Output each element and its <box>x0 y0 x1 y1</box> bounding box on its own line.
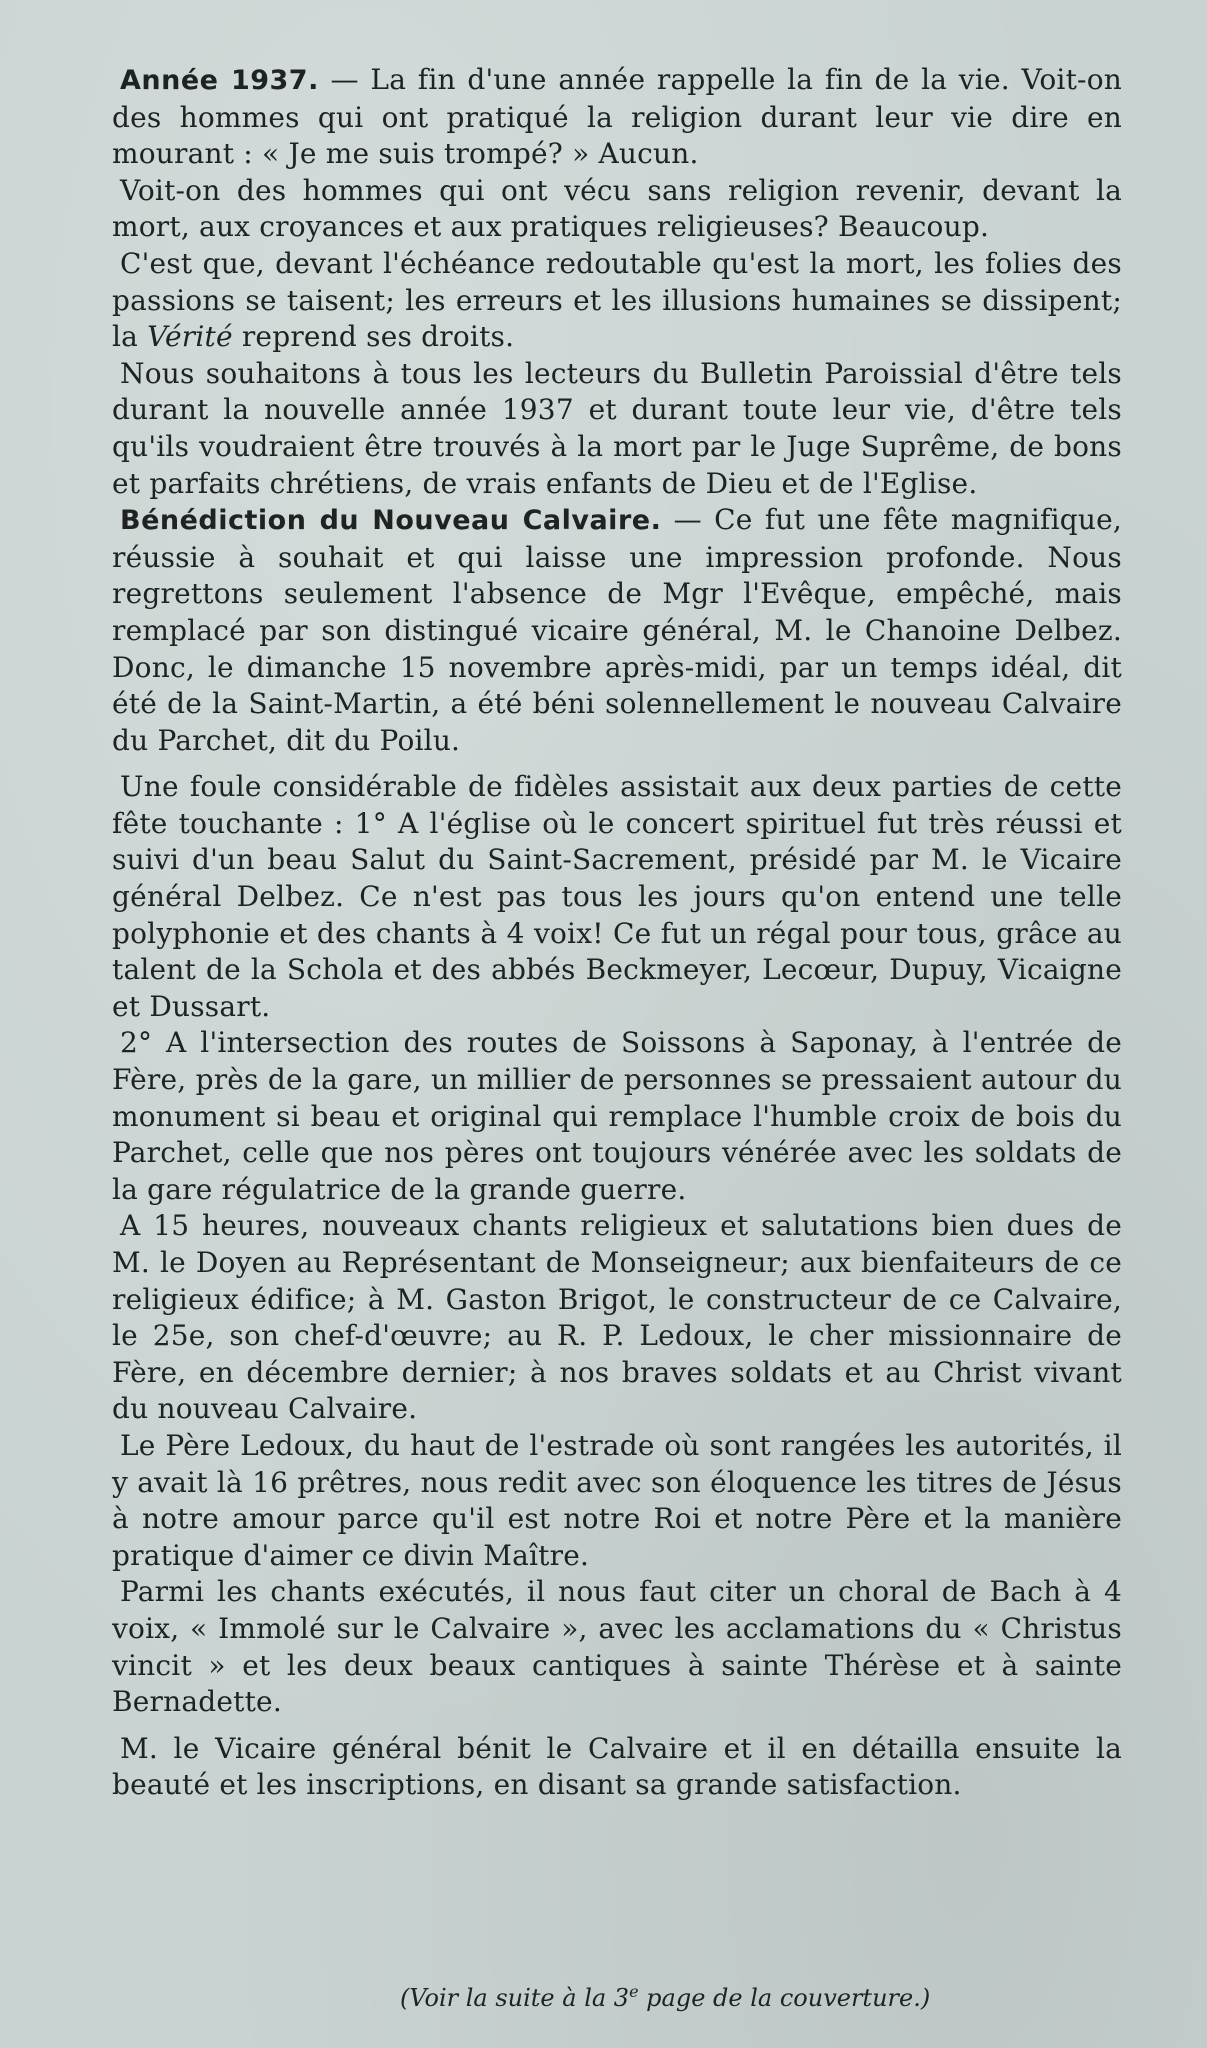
paragraph-benediction <box>112 502 1122 759</box>
paragraph-15-heures: A 15 heures, nouveaux chants religieux et salutations bien dues de M. le Doyen au Représentant de Monseigneur; aux bienfaiteurs de ce religieux édifice; à M. Gaston Brigot, le constructeur de ce Calvaire, le 25e, son chef-d'œuvre; au R. P. Ledoux, le cher missionnaire de Fère, en décembre dernier; à nos braves soldats et au Christ vivant du nouveau Calvaire. <box>112 1209 1122 1426</box>
ordinal-superscript: e <box>629 1982 639 2001</box>
paragraph-chants: Parmi les chants exécutés, il nous faut citer un choral de Bach à 4 voix, « Immolé sur le Calvaire », avec les acclamations du « Christus vincit » et les deux beaux cantiques à sainte Thérèse et à sainte Bernadette. <box>112 1575 1122 1719</box>
heading-benediction-calvaire: Bénédiction du Nouveau Calvaire. <box>120 505 662 537</box>
continuation-text-end: page de la couverture.) <box>638 1984 931 2012</box>
bulletin-page <box>112 62 1122 1804</box>
paragraph-text: — La fin d'une année rappelle la fin de la vie. Voit-on des hommes qui ont pratiqué la religion durant leur vie dire en mourant : « Je me suis trompé? » Aucun. <box>112 63 1122 171</box>
paragraph-sans-religion: Voit-on des hommes qui ont vécu sans religion revenir, devant la mort, aux croyances et aux pratiques religieuses? Beaucoup. <box>112 173 1122 244</box>
paragraph-annee-1937 <box>112 62 1122 173</box>
emphasis-verite: Vérité <box>147 320 233 354</box>
paragraph-foule: Une foule considérable de fidèles assistait aux deux parties de cette fête touchante : 1° A l'église où le concert spirituel fut très réussi et suivi d'un beau Salut du Saint-Sacrement, présidé par M. le Vicaire général Delbez. Ce n'est pas tous les jours qu'on entend une telle polyphonie et des chants à 4 voix! Ce fut un régal pour tous, grâce au talent de la Schola et des abbés Beckmeyer, Lecœur, Dupuy, Vicaigne et Dussart. <box>112 770 1122 1023</box>
paragraph-text: reprend ses droits. <box>232 320 515 354</box>
paragraph-intersection: 2° A l'intersection des routes de Soissons à Saponay, à l'entrée de Fère, près de la gare, un millier de personnes se pressaient autour du monument si beau et original qui remplace l'humble croix de bois du Parchet, celle que nos pères ont toujours vénérée avec les soldats de la gare régulatrice de la grande guerre. <box>112 1026 1122 1206</box>
paragraph-pere-ledoux: Le Père Ledoux, du haut de l'estrade où sont rangées les autorités, il y avait là 16 prêtres, nous redit avec son éloquence les titres de Jésus à notre amour parce qu'il est notre Roi et notre Père et la manière pratique d'aimer ce divin Maître. <box>112 1428 1122 1572</box>
paragraph-text: C'est que, devant l'échéance redoutable qu'est la mort, les folies des passions se taisent; les erreurs et les illusions humaines se dissipent; la <box>112 246 1122 354</box>
paragraph-echeance <box>112 246 1122 356</box>
continuation-note <box>400 1982 1100 2012</box>
paragraph-souhaits: Nous souhaitons à tous les lecteurs du Bulletin Paroissial d'être tels durant la nouvelle année 1937 et durant toute leur vie, d'être tels qu'ils voudraient être trouvés à la mort par le Juge Suprême, de bons et parfaits chrétiens, de vrais enfants de Dieu et de l'Eglise. <box>112 356 1122 500</box>
heading-annee-1937: Année 1937. <box>120 65 319 96</box>
paragraph-text: — Ce fut une fête magnifique, réussie à souhait et qui laisse une impression profonde. Nous regrettons seulement l'absence de Mgr l'Evêque, empêché, mais remplacé par son distingué vicaire général, M. le Chanoine Delbez. Donc, le dimanche 15 novembre après-midi, par un temps idéal, dit été de la Saint-Martin, a été béni solennellement le nouveau Calvaire du Parchet, dit du Poilu. <box>112 503 1122 757</box>
continuation-text: (Voir la suite à la 3 <box>400 1984 630 2012</box>
paragraph-vicaire-benit: M. le Vicaire général bénit le Calvaire et il en détailla ensuite la beauté et les inscriptions, en disant sa grande satisfaction. <box>112 1731 1122 1802</box>
